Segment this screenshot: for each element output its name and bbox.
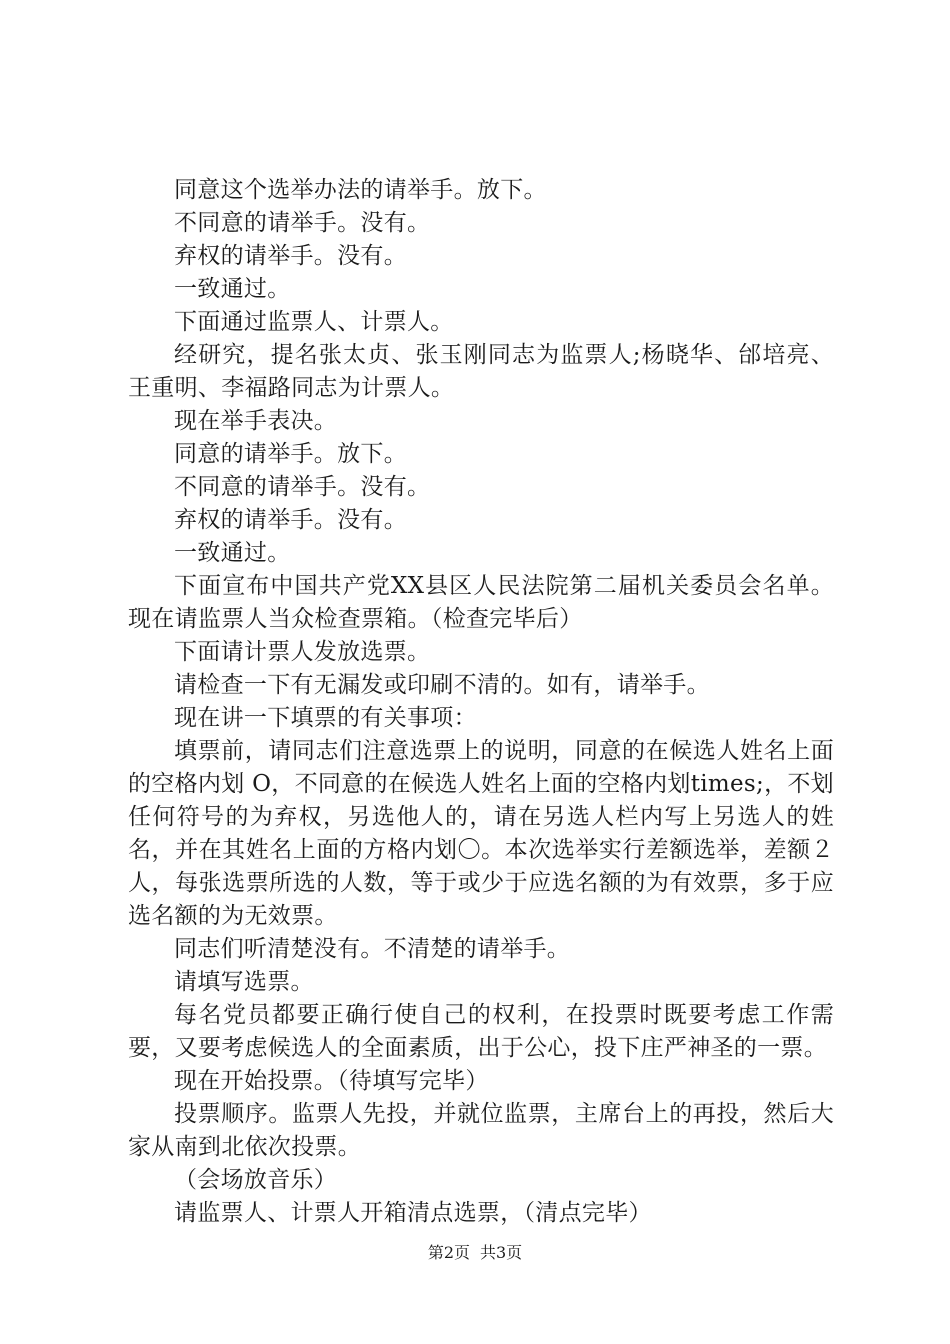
paragraph: 经研究，提名张太贞、张玉刚同志为监票人;杨晓华、邰培亮、王重明、李福路同志为计票人。 xyxy=(128,342,834,401)
paragraph: 同意的请举手。放下。 xyxy=(174,441,407,467)
paragraph: 同志们听清楚没有。不清楚的请举手。 xyxy=(174,936,571,962)
paragraph: 投票顺序。监票人先投，并就位监票，主席台上的再投，然后大家从南到北依次投票。 xyxy=(128,1101,834,1160)
paragraph: 请填写选票。 xyxy=(174,969,314,995)
paragraph: 下面通过监票人、计票人。 xyxy=(174,309,454,335)
paragraph: 现在开始投票。（待填写完毕） xyxy=(174,1068,489,1094)
paragraph: 同意这个选举办法的请举手。放下。 xyxy=(174,177,547,203)
paragraph: 一致通过。 xyxy=(174,276,291,302)
paragraph: 请检查一下有无漏发或印刷不清的。如有，请举手。 xyxy=(174,672,710,698)
paragraph: 一致通过。 xyxy=(174,540,291,566)
paragraph: 现在举手表决。 xyxy=(174,408,338,434)
page-footer xyxy=(0,1243,950,1263)
paragraph: 下面宣布中国共产党XX县区人民法院第二届机关委员会名单。现在请监票人当众检查票箱。（检查完毕后） xyxy=(128,573,834,632)
paragraph: （会场放音乐） xyxy=(174,1167,338,1193)
document-body xyxy=(128,174,834,1230)
paragraph: 每名党员都要正确行使自己的权利，在投票时既要考虑工作需要，又要考虑候选人的全面素质，出于公心，投下庄严神圣的一票。 xyxy=(128,1002,834,1061)
paragraph: 不同意的请举手。没有。 xyxy=(174,210,431,236)
paragraph: 弃权的请举手。没有。 xyxy=(174,507,407,533)
paragraph: 请监票人、计票人开箱清点选票，（清点完毕） xyxy=(174,1200,652,1226)
paragraph: 不同意的请举手。没有。 xyxy=(174,474,431,500)
paragraph: 现在讲一下填票的有关事项： xyxy=(174,705,477,731)
paragraph: 下面请计票人发放选票。 xyxy=(174,639,431,665)
page-total: 共3页 xyxy=(480,1243,523,1262)
paragraph: 弃权的请举手。没有。 xyxy=(174,243,407,269)
page-number: 第2页 xyxy=(427,1243,470,1262)
paragraph: 填票前，请同志们注意选票上的说明，同意的在候选人姓名上面的空格内划 O，不同意的在候选人姓名上面的空格内划times;，不划任何符号的为弃权，另选他人的，请在另选人栏内写上另选人的姓名，并在其姓名上面的方格内划〇。本次选举实行差额选举，差额２人，每张选票所选的人数，等于或少于应选名额的为有效票，多于应选名额的为无效票。 xyxy=(128,738,834,929)
